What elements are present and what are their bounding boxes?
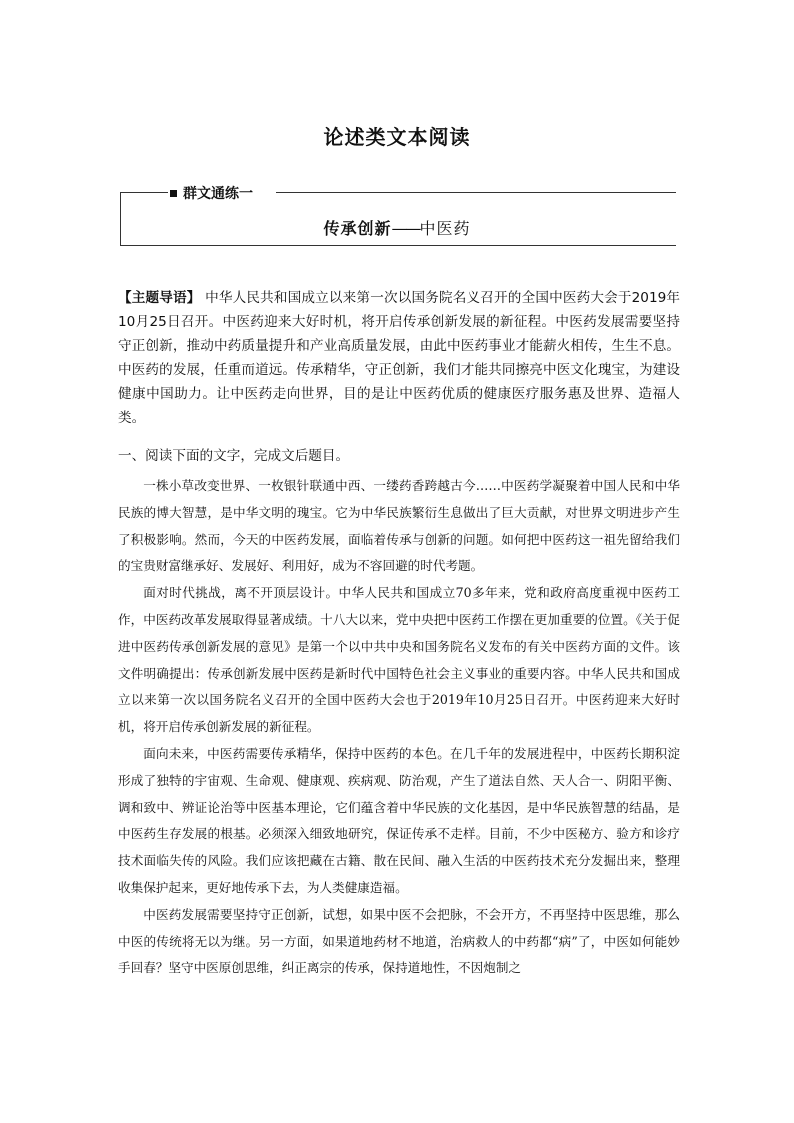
square-bullet-icon <box>170 190 177 197</box>
theme-guide-tag: 【主题导语】 <box>118 290 201 306</box>
paragraph: 面向未来，中医药需要传承精华，保持中医药的本色。在几千年的发展进程中，中医药长期积淀形成了独特的宇宙观、生命观、健康观、疾病观、防治观，产生了道法自然、天人合一、阴阳平衡、调和致中、辨证论治等中医基本理论，它们蕴含着中华民族的文化基因，是中华民族智慧的结晶，是中医药生存发展的根基。必须深入细致地研究，保证传承不走样。目前，不少中医秘方、验方和诊疗技术面临失传的风险。我们应该把藏在古籍、散在民间、融入生活的中医药技术充分发掘出来，整理收集保护起来，更好地传承下去，为人类健康造福。 <box>118 745 680 895</box>
paragraph: 一株小草改变世界、一枚银针联通中西、一缕药香跨越古今……中医药学凝聚着中国人民和中华民族的博大智慧，是中华文明的瑰宝。它为中华民族繁衍生息做出了巨大贡献，对世界文明进步产生了积极影响。然而，今天的中医药发展，面临着传承与创新的问题。如何把中医药这一祖先留给我们的宝贵财富继承好、发展好、利用好，成为不容回避的时代考题。 <box>118 478 680 574</box>
section-label <box>170 183 253 203</box>
paragraph: 面对时代挑战，离不开顶层设计。中华人民共和国成立70多年来，党和政府高度重视中医药工作，中医药改革发展取得显著成绩。十八大以来，党中央把中医药工作摆在更加重要的位置。《关于促进中医药传承创新发展的意见》是第一个以中共中央和国务院名义发布的有关中医药方面的文件。该文件明确提出：传承创新发展中医药是新时代中国特色社会主义事业的重要内容。中华人民共和国成立以来第一次以国务院名义召开的全国中医药大会也于2019年10月25日召开。中医药迎来大好时机，将开启传承创新发展的新征程。 <box>118 585 680 735</box>
theme-guide <box>118 286 680 430</box>
section-subtitle <box>0 216 794 239</box>
article-body <box>118 473 680 982</box>
subtitle-dash: —— <box>391 219 420 238</box>
reading-instruction: 一、阅读下面的文字，完成文后题目。 <box>118 448 350 464</box>
section-frame-top-left <box>120 192 168 193</box>
section-frame-bottom <box>120 245 676 246</box>
page-title: 论述类文本阅读 <box>323 125 471 149</box>
subtitle-main: 传承创新 <box>323 219 392 238</box>
theme-guide-text: 中华人民共和国成立以来第一次以国务院名义召开的全国中医药大会于2019年10月25日召开。中医药迎来大好时机，将开启传承创新发展的新征程。中医药发展需要坚持守正创新，推动中药质量提升和产业高质量发展，由此中医药事业才能薪火相传，生生不息。中医药的发展，任重而道远。传承精华，守正创新，我们才能共同擦亮中医文化瑰宝，为建设健康中国助力。让中医药走向世界，目的是让中医药优质的健康医疗服务惠及世界、造福人类。 <box>118 290 681 426</box>
subtitle-tail: 中医药 <box>419 219 471 238</box>
paragraph: 中医药发展需要坚持守正创新，试想，如果中医不会把脉，不会开方，不再坚持中医思维，那么中医的传统将无以为继。另一方面，如果道地药材不地道，治病救人的中药都“病”了，中医如何能妙手回春？坚守中医原创思维，纠正离宗的传承，保持道地性，不因炮制之 <box>118 906 680 976</box>
section-frame-top-right <box>276 192 676 193</box>
section-label-text: 群文通练一 <box>183 186 253 202</box>
